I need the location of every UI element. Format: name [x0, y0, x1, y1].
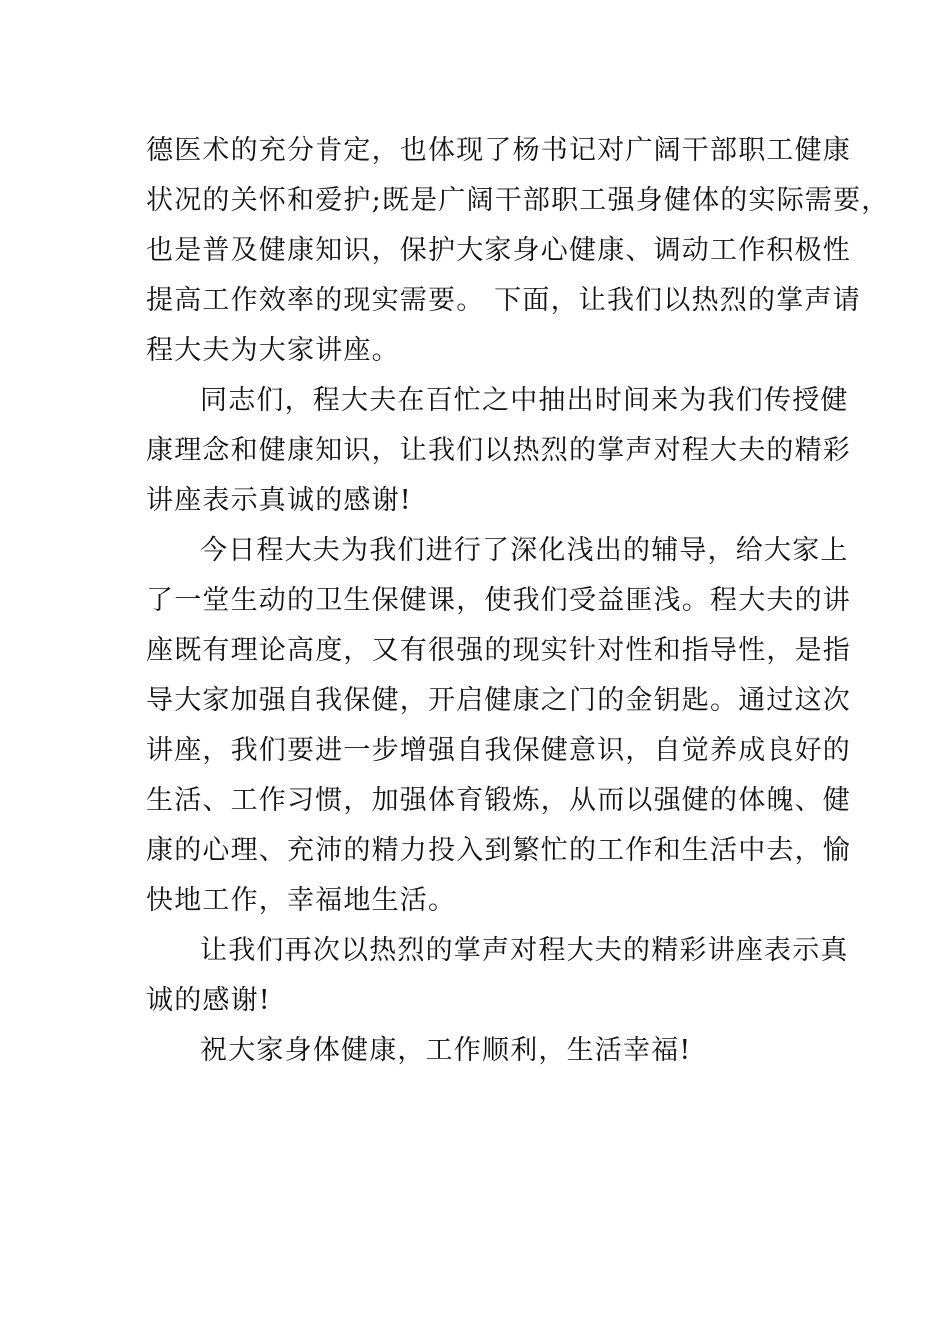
document-body	[146, 126, 890, 1076]
paragraph-line: 讲座表示真诚的感谢!	[146, 485, 412, 516]
paragraph-line: 同志们，程大夫在百忙之中抽出时间来为我们传授健	[200, 385, 849, 416]
paragraph-line: 讲座，我们要进一步增强自我保健意识，自觉养成良好的	[146, 735, 851, 766]
paragraph-line: 诚的感谢!	[146, 985, 271, 1016]
paragraph-line: 了一堂生动的卫生保健课，使我们受益匪浅。程大夫的讲	[146, 585, 851, 616]
paragraph-line: 康的心理、充沛的精力投入到繁忙的工作和生活中去，愉	[146, 835, 851, 866]
paragraph-line: 状况的关怀和爱护;既是广阔干部职工强身健体的实际需要，	[146, 185, 890, 216]
paragraph-line: 祝大家身体健康，工作顺利，生活幸福!	[200, 1035, 692, 1066]
paragraph-line: 今日程大夫为我们进行了深化浅出的辅导，给大家上	[200, 535, 849, 566]
paragraph-line: 程大夫为大家讲座。	[146, 335, 400, 366]
paragraph-line: 生活、工作习惯，加强体育锻炼，从而以强健的体魄、健	[146, 785, 851, 816]
paragraph-line: 也是普及健康知识，保护大家身心健康、调动工作积极性	[146, 235, 851, 266]
paragraph-line: 座既有理论高度，又有很强的现实针对性和指导性，是指	[146, 635, 851, 666]
paragraph-line: 康理念和健康知识，让我们以热烈的掌声对程大夫的精彩	[146, 435, 851, 466]
paragraph-line: 提高工作效率的现实需要。 下面，让我们以热烈的掌声请	[146, 285, 861, 316]
paragraph-line: 德医术的充分肯定，也体现了杨书记对广阔干部职工健康	[146, 135, 851, 166]
paragraph-line: 快地工作，幸福地生活。	[146, 885, 457, 916]
paragraph-line: 让我们再次以热烈的掌声对程大夫的精彩讲座表示真	[200, 935, 849, 966]
paragraph-line: 导大家加强自我保健，开启健康之门的金钥匙。通过这次	[146, 685, 851, 716]
